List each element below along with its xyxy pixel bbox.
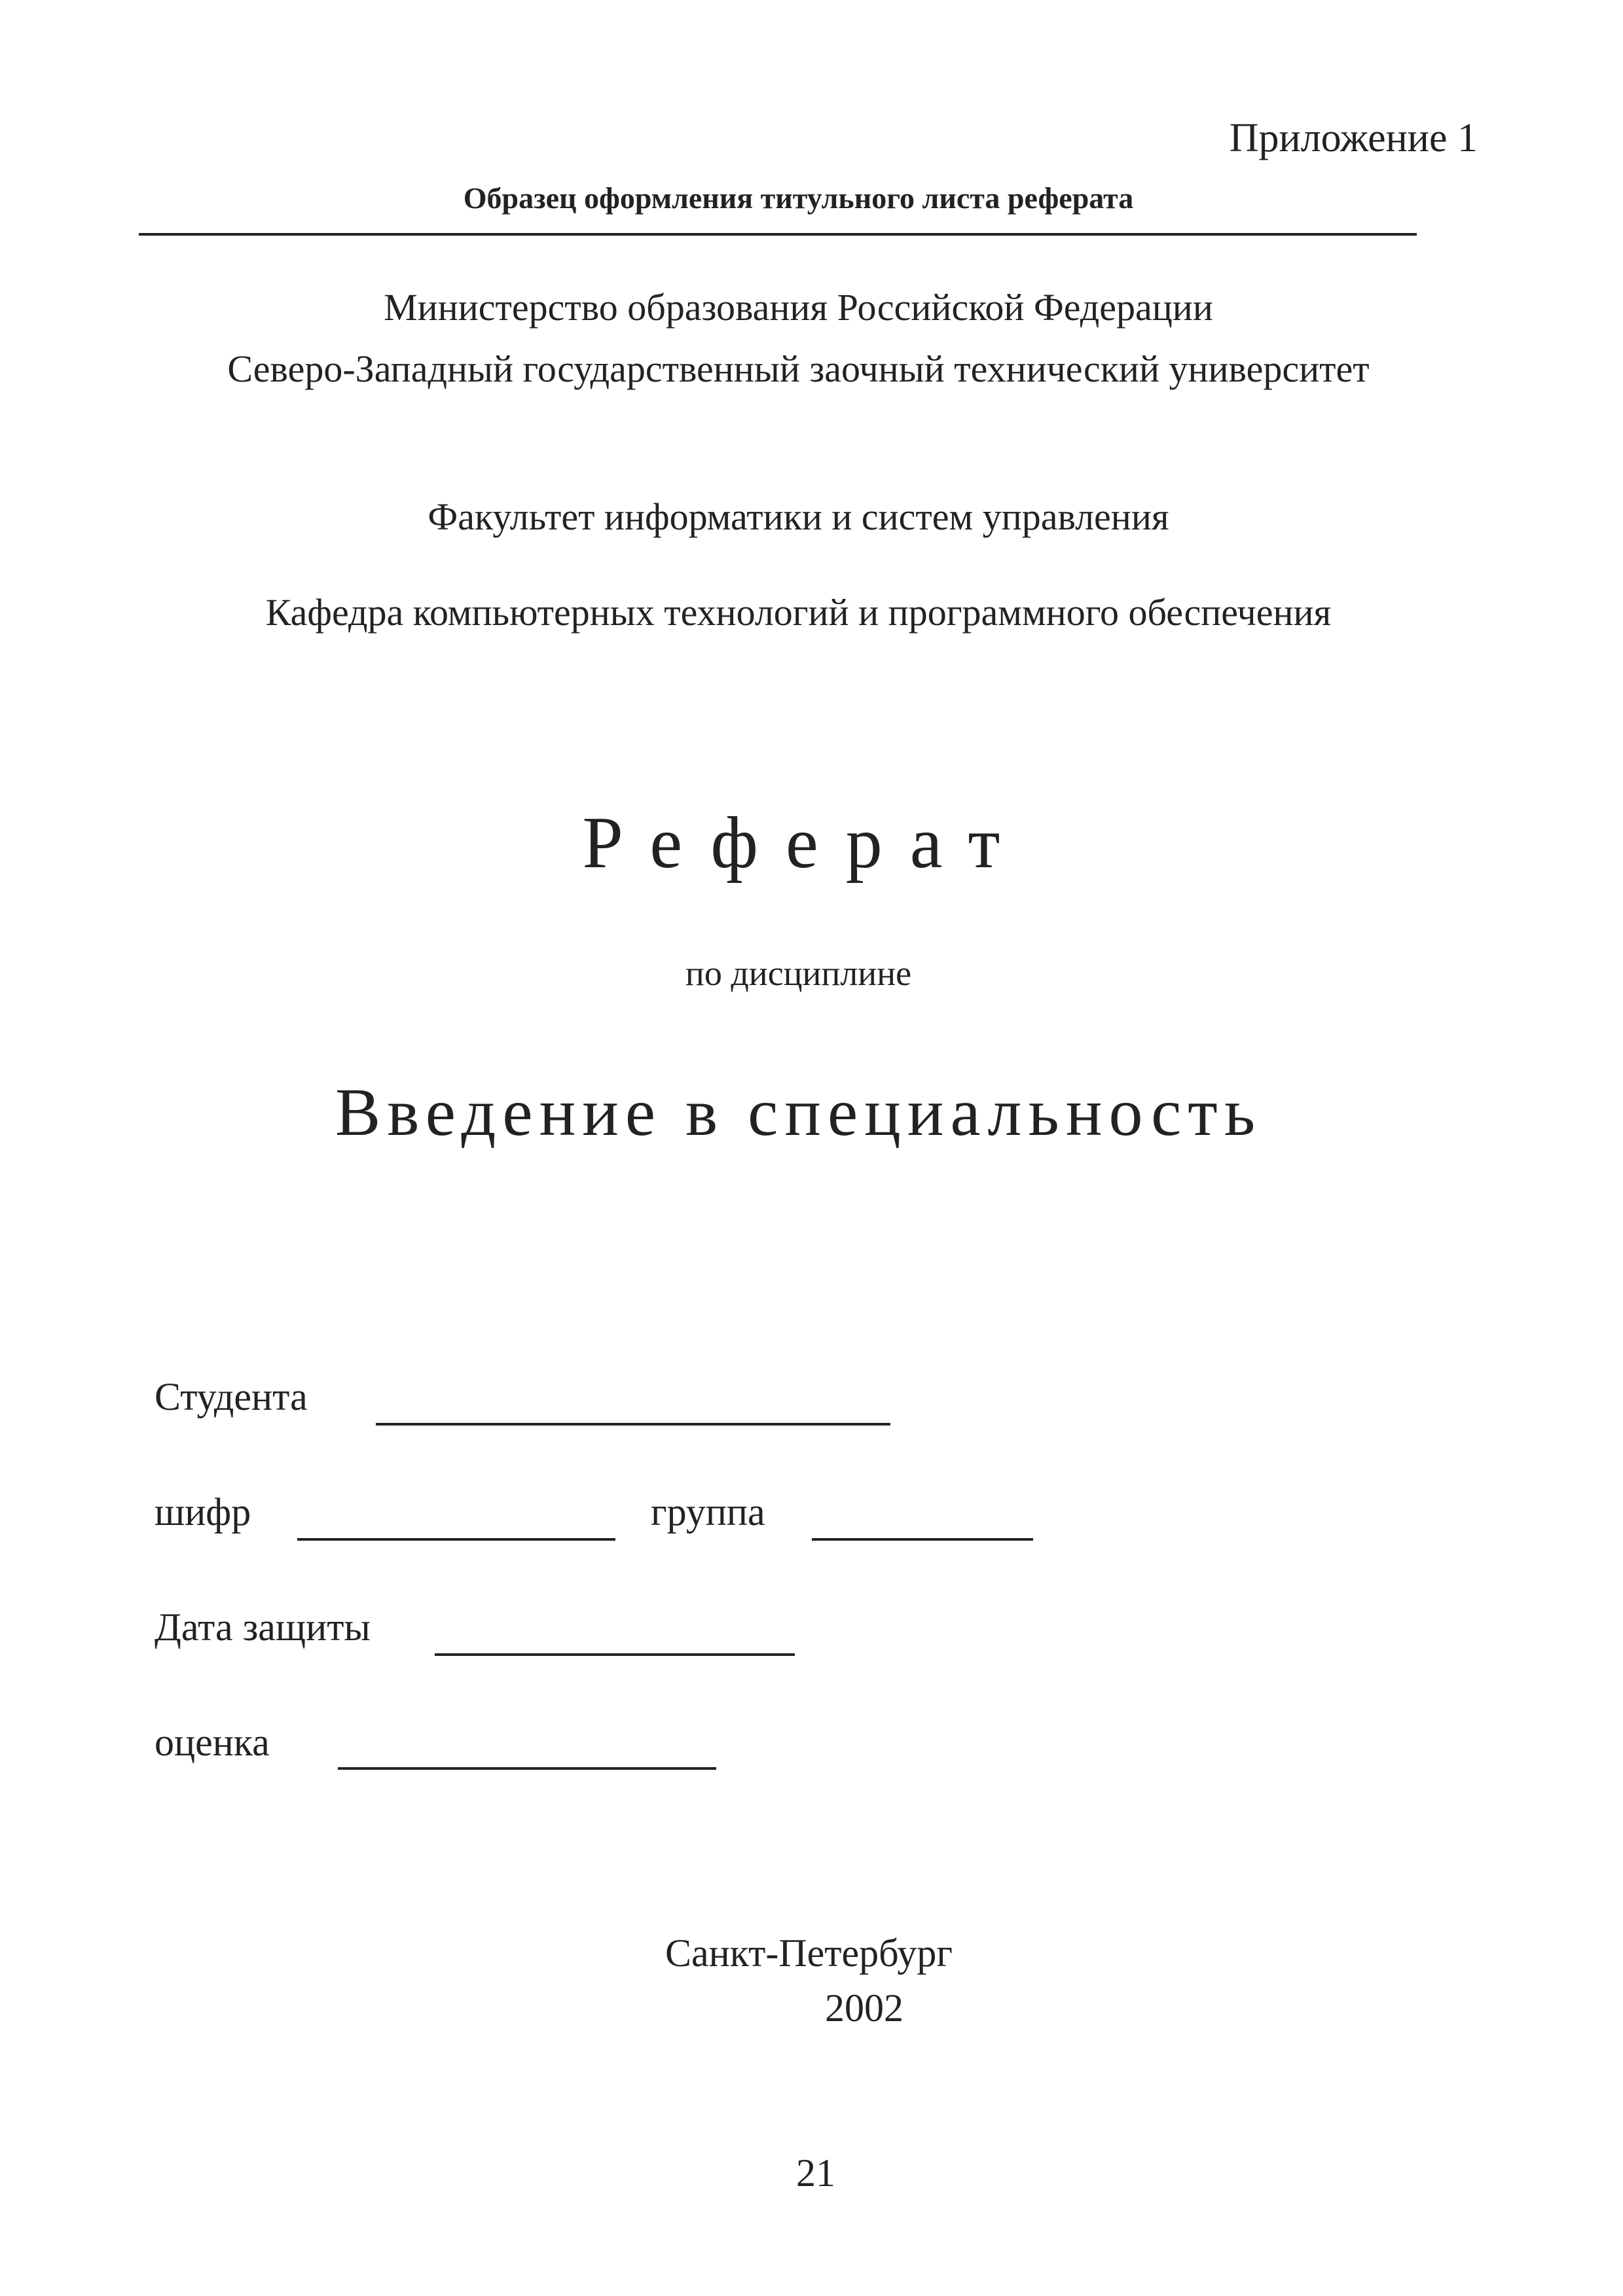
- grade-blank-line: [338, 1767, 716, 1770]
- ministry-name: Министерство образования Российской Федерации: [384, 286, 1213, 329]
- grade-label: оценка: [155, 1721, 270, 1764]
- group-blank-line: [812, 1538, 1033, 1541]
- university-name: Северо-Западный государственный заочный технический университет: [227, 348, 1370, 390]
- appendix-label: Приложение 1: [1229, 116, 1478, 160]
- page-number: 21: [796, 2151, 835, 2195]
- header-divider: [139, 233, 1417, 236]
- year: 2002: [825, 1986, 903, 2030]
- defense-date-blank-line: [435, 1653, 795, 1656]
- discipline-title: Введение в специальность: [335, 1075, 1262, 1150]
- sample-title: Образец оформления титульного листа реферата: [463, 181, 1134, 215]
- department-name: Кафедра компьютерных технологий и программного обеспечения: [265, 591, 1332, 634]
- faculty-name: Факультет информатики и систем управления: [428, 495, 1169, 538]
- cipher-label: шифр: [155, 1490, 251, 1534]
- group-label: группа: [651, 1490, 765, 1534]
- student-label: Студента: [155, 1375, 308, 1418]
- student-blank-line: [376, 1423, 890, 1426]
- defense-date-label: Дата защиты: [155, 1605, 371, 1649]
- by-discipline-label: по дисциплине: [685, 954, 912, 993]
- document-type-title: Реферат: [582, 802, 1028, 884]
- city-name: Санкт-Петербург: [665, 1931, 953, 1975]
- cipher-blank-line: [297, 1538, 615, 1541]
